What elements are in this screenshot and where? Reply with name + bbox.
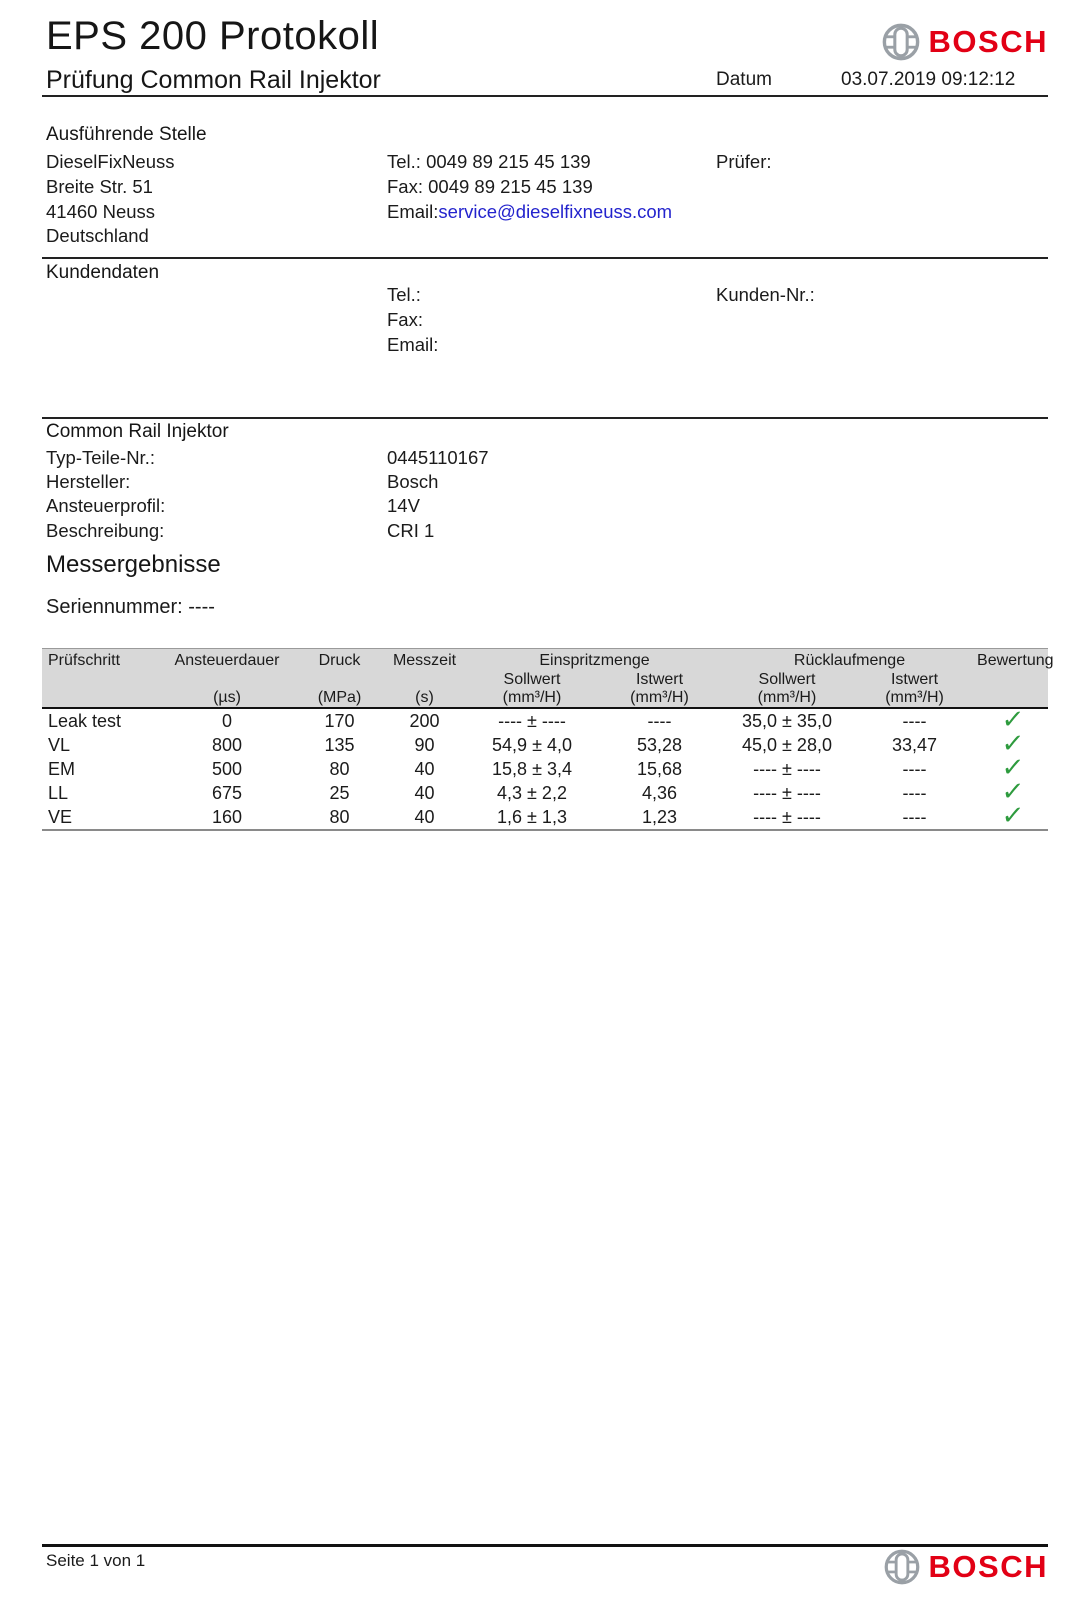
- table-cell: 15,68: [636, 758, 683, 779]
- table-cell: 800: [211, 734, 243, 755]
- table-cell: 4,36: [641, 782, 678, 803]
- col-header-messzeit: Messzeit: [392, 652, 457, 669]
- col-header-ansteuerdauer: Ansteuerdauer: [174, 652, 280, 669]
- injektor-label: Beschreibung:: [46, 519, 165, 541]
- table-cell: 90: [414, 734, 435, 755]
- subcol-istwert: Istwert: [635, 671, 684, 688]
- table-cell: ---- ± ----: [498, 710, 566, 731]
- bosch-armature-icon: [884, 1549, 920, 1585]
- unit-mm3h: (mm³/H): [502, 689, 562, 706]
- injektor-row: [46, 470, 489, 494]
- table-cell: LL: [48, 782, 69, 803]
- injektor-row: [46, 519, 489, 543]
- check-icon: ✓: [1000, 800, 1025, 830]
- email-label: Email:: [387, 200, 439, 222]
- table-cell: EM: [48, 758, 75, 779]
- workshop-address: [46, 150, 175, 249]
- customer-fax-label: Fax:: [387, 308, 423, 330]
- table-row: [42, 733, 1048, 757]
- col-header-ruecklaufmenge: Rücklaufmenge: [793, 652, 906, 669]
- table-cell: 40: [414, 806, 435, 827]
- tel-label: Tel.:: [387, 151, 421, 172]
- injektor-label: Typ-Teile-Nr.:: [46, 447, 155, 468]
- header-divider: [42, 95, 1048, 97]
- bosch-wordmark: BOSCH: [928, 1549, 1048, 1584]
- table-cell: 80: [329, 758, 350, 779]
- table-cell: VL: [48, 734, 71, 755]
- check-icon: ✓: [1000, 704, 1025, 734]
- table-cell: 1,6 ± 1,3: [497, 806, 567, 827]
- bosch-armature-icon: [882, 23, 920, 61]
- table-cell: 0: [221, 710, 232, 731]
- page-title: EPS 200 Protokoll: [46, 14, 380, 58]
- table-cell: 40: [414, 782, 435, 803]
- bosch-wordmark: BOSCH: [928, 24, 1048, 59]
- table-cell: 1,23: [641, 806, 678, 827]
- page-subtitle: Prüfung Common Rail Injektor: [46, 66, 381, 94]
- check-icon: ✓: [1000, 776, 1025, 806]
- results-table: [42, 648, 1054, 831]
- table-cell: ---- ± ----: [753, 758, 821, 779]
- unit-mpa: (MPa): [317, 689, 362, 706]
- table-cell: ----: [902, 782, 927, 803]
- table-cell: 25: [329, 782, 350, 803]
- section-heading-kundendaten: Kundendaten: [46, 262, 160, 283]
- workshop-city: 41460 Neuss: [46, 200, 156, 222]
- datum-label: Datum: [716, 69, 772, 90]
- section-heading-ausfuehrende-stelle: Ausführende Stelle: [46, 124, 207, 145]
- table-cell: 54,9 ± 4,0: [492, 734, 572, 755]
- kunden-nr-label: Kunden-Nr.:: [716, 284, 815, 305]
- table-cell: 35,0 ± 35,0: [742, 710, 832, 731]
- check-icon: ✓: [1000, 728, 1025, 758]
- results-table-body: [42, 704, 1048, 830]
- bosch-logo-footer: [884, 1549, 1048, 1585]
- table-cell: ----: [647, 710, 672, 731]
- table-header-row-units: [42, 689, 1048, 708]
- injektor-value: 0445110167: [387, 447, 489, 468]
- table-cell: 675: [211, 782, 243, 803]
- unit-mm3h: (mm³/H): [757, 689, 817, 706]
- unit-mm3h: (mm³/H): [885, 689, 944, 706]
- customer-email-label: Email:: [387, 333, 439, 355]
- pruefer-label: Prüfer:: [716, 151, 772, 172]
- table-row: [42, 757, 1048, 781]
- section-divider-2: [42, 417, 1048, 419]
- subcol-sollwert: Sollwert: [758, 671, 816, 688]
- workshop-fax-row: [387, 175, 672, 200]
- unit-us: (µs): [213, 689, 241, 706]
- workshop-country: Deutschland: [46, 225, 149, 247]
- unit-s: (s): [415, 689, 434, 706]
- injektor-label: Ansteuerprofil:: [46, 495, 166, 517]
- table-cell: ---- ± ----: [753, 806, 821, 827]
- injektor-label: Hersteller:: [46, 471, 131, 493]
- unit-mm3h: (mm³/H): [630, 689, 689, 706]
- table-header-row-sub: [42, 671, 1048, 689]
- workshop-contact: [387, 150, 672, 224]
- table-row: [42, 805, 1048, 830]
- injektor-value: 14V: [387, 495, 420, 517]
- tel-value: 0049 89 215 45 139: [426, 151, 591, 172]
- table-cell: 170: [324, 710, 355, 731]
- fax-value: 0049 89 215 45 139: [428, 175, 593, 197]
- table-cell: 45,0 ± 28,0: [742, 734, 832, 755]
- email-link[interactable]: service@dieselfixneuss.com: [438, 200, 673, 222]
- section-divider-1: [42, 257, 1048, 259]
- bosch-logo-header: [882, 23, 1048, 61]
- results-table-head: [42, 649, 1054, 709]
- workshop-street: Breite Str. 51: [46, 175, 153, 197]
- injektor-details: [46, 446, 489, 543]
- section-heading-messergebnisse: Messergebnisse: [46, 551, 221, 578]
- table-cell: 80: [329, 806, 350, 827]
- section-heading-injektor: Common Rail Injektor: [46, 421, 229, 442]
- table-cell: 160: [211, 806, 243, 827]
- table-cell: ----: [902, 710, 927, 731]
- workshop-tel-row: [387, 150, 672, 175]
- workshop-name: DieselFixNeuss: [46, 151, 175, 172]
- subcol-sollwert: Sollwert: [503, 671, 561, 688]
- table-cell: 53,28: [636, 734, 683, 755]
- subcol-istwert: Istwert: [890, 671, 939, 688]
- fax-label: Fax:: [387, 175, 423, 197]
- table-cell: VE: [48, 806, 73, 827]
- seriennummer: Seriennummer: ----: [46, 596, 215, 618]
- page-number: Seite 1 von 1: [46, 1551, 146, 1570]
- injektor-row: [46, 494, 489, 518]
- table-cell: 200: [409, 710, 440, 731]
- table-cell: ----: [902, 806, 927, 827]
- table-cell: 135: [324, 734, 355, 755]
- injektor-value: CRI 1: [387, 519, 435, 541]
- injektor-row: [46, 446, 489, 470]
- table-cell: 4,3 ± 2,2: [497, 782, 567, 803]
- col-header-bewertung: Bewertung: [977, 652, 1054, 669]
- table-row: [42, 781, 1048, 805]
- customer-contact: [387, 283, 438, 357]
- col-header-pruefschritt: Prüfschritt: [48, 652, 121, 669]
- workshop-email-row: [387, 200, 672, 225]
- table-cell-bewertung: [977, 800, 1048, 830]
- table-cell: ---- ± ----: [753, 782, 821, 803]
- col-header-druck: Druck: [318, 652, 361, 669]
- col-header-einspritzmenge: Einspritzmenge: [539, 652, 650, 669]
- table-cell: 40: [414, 758, 435, 779]
- table-row: [42, 708, 1048, 733]
- table-header-row-groups: [42, 649, 1048, 672]
- datum-value: 03.07.2019 09:12:12: [841, 69, 1016, 90]
- table-cell: Leak test: [48, 710, 122, 731]
- customer-tel-label: Tel.:: [387, 284, 421, 305]
- injektor-value: Bosch: [387, 471, 439, 493]
- footer-divider: [42, 1544, 1048, 1547]
- table-cell: 500: [211, 758, 243, 779]
- table-cell: 33,47: [891, 734, 938, 755]
- table-cell: 15,8 ± 3,4: [492, 758, 572, 779]
- table-cell: ----: [902, 758, 927, 779]
- check-icon: ✓: [1000, 752, 1025, 782]
